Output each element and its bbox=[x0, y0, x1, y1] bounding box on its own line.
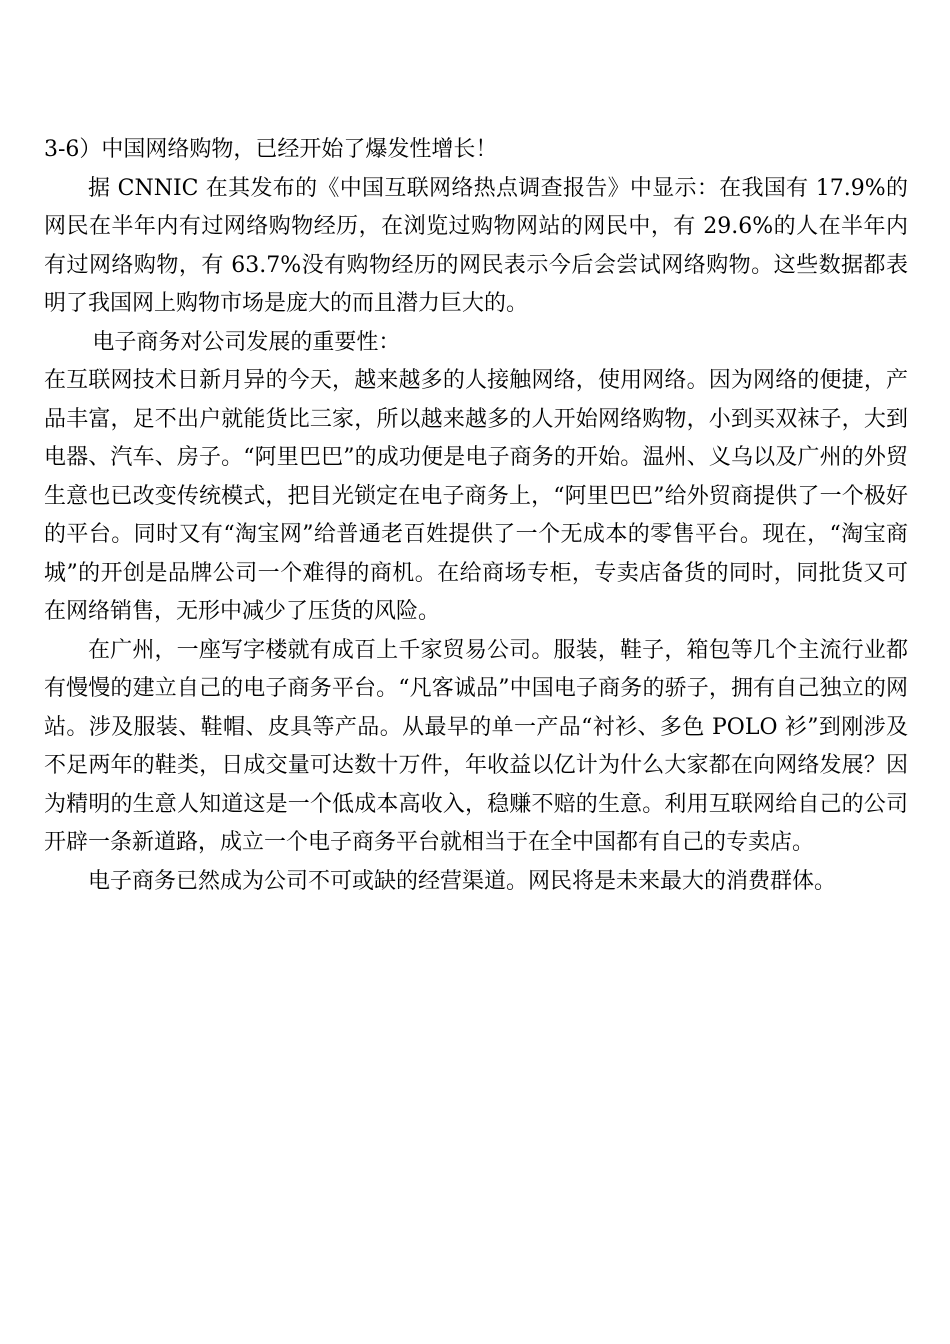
paragraph-cnnic-stats: 据 CNNIC 在其发布的《中国互联网络热点调查报告》中显示：在我国有 17.9%的网民在半年内有过网络购物经历，在浏览过购物网站的网民中，有 29.6%的人在半年内有过网络购物，有 63.7%没有购物经历的网民表示今后会尝试网络购物。这些数据都表明了我国网上购物市场是庞大的而且潜力巨大的。 bbox=[44, 175, 908, 316]
paragraph-guangzhou-companies: 在广州，一座写字楼就有成百上千家贸易公司。服装，鞋子，箱包等几个主流行业都有慢慢的建立自己的电子商务平台。“凡客诚品”中国电子商务的骄子，拥有自己独立的网站。涉及服装、鞋帽、皮具等产品。从最早的单一产品“衬衫、多色 POLO 衫”到刚涉及不足两年的鞋类，日成交量可达数十万件，年收益以亿计为什么大家都在向网络发展？因为精明的生意人知道这是一个低成本高收入，稳赚不赔的生意。利用互联网给自己的公司开辟一条新道路，成立一个电子商务平台就相当于在全中国都有自己的专卖店。 bbox=[44, 637, 908, 855]
document-body bbox=[44, 131, 908, 901]
paragraph-subheading-importance: 电子商务对公司发展的重要性： bbox=[92, 329, 401, 355]
paragraph-internet-shopping: 在互联网技术日新月异的今天，越来越多的人接触网络，使用网络。因为网络的便捷，产品丰富，足不出户就能货比三家，所以越来越多的人开始网络购物，小到买双袜子，大到电器、汽车、房子。“阿里巴巴”的成功便是电子商务的开始。温州、义乌以及广州的外贸生意也已改变传统模式，把目光锁定在电子商务上，“阿里巴巴”给外贸商提供了一个极好的平台。同时又有“淘宝网”给普通老百姓提供了一个无成本的零售平台。现在，“淘宝商城”的开创是品牌公司一个难得的商机。在给商场专柜，专卖店备货的同时，同批货又可在网络销售，无形中减少了压货的风险。 bbox=[44, 368, 908, 624]
paragraph-conclusion: 电子商务已然成为公司不可或缺的经营渠道。网民将是未来最大的消费群体。 bbox=[88, 868, 837, 894]
section-heading: 3-6）中国网络购物，已经开始了爆发性增长！ bbox=[44, 137, 498, 162]
